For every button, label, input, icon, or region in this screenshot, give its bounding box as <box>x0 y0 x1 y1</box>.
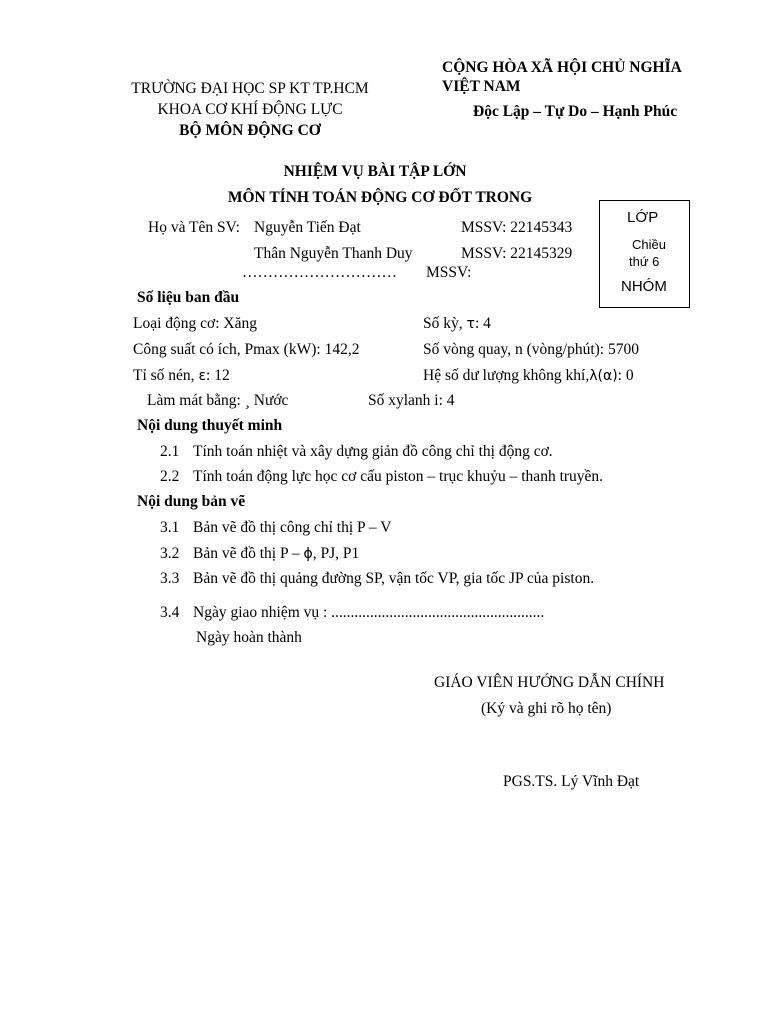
supervisor-name: PGS.TS. Lý Vĩnh Đạt <box>503 773 640 790</box>
item-text: Tính toán nhiệt và xây dựng giản đồ công chỉ thị động cơ. <box>193 443 553 460</box>
department-name: BỘ MÔN ĐỘNG CƠ <box>179 122 321 139</box>
item-text: Tính toán động lực học cơ cấu piston – trục khuỷu – thanh truyền. <box>193 468 604 485</box>
excess-air-label: Hệ số dư lượng không khí, <box>423 367 590 384</box>
class-label: LỚP <box>627 209 659 226</box>
cooling-method: Làm mát bằng: ¸ Nước <box>147 392 289 409</box>
assignment-date: Ngày giao nhiệm vụ : ....................................................... <box>193 604 545 621</box>
epsilon-symbol: ε <box>198 368 207 384</box>
class-session-line2: thứ 6 <box>629 254 660 269</box>
compression-value: : 12 <box>206 367 230 384</box>
excess-air-coefficient <box>423 367 634 385</box>
initial-data-heading: Số liệu ban đầu <box>137 289 240 306</box>
drawings-heading: Nội dung bản vẽ <box>137 493 246 510</box>
item-text: Bản vẽ đồ thị quảng đường SP, vận tốc VP, gia tốc JP của piston. <box>193 570 595 587</box>
student-name-3-blank: ………………………… <box>242 264 397 281</box>
effective-power: Công suất có ích, Pmax (kW): 142,2 <box>133 341 360 358</box>
strokes-label: Số kỳ, <box>423 315 467 332</box>
course-title: MÔN TÍNH TOÁN ĐỘNG CƠ ĐỐT TRONG <box>227 189 533 206</box>
cylinder-count: Số xylanh i: 4 <box>368 392 455 409</box>
student-id-3: MSSV: <box>426 264 472 281</box>
faculty-name: KHOA CƠ KHÍ ĐỘNG LỰC <box>157 101 343 118</box>
motto: Độc Lập – Tự Do – Hạnh Phúc <box>473 103 678 120</box>
item-text: Bản vẽ đồ thị công chỉ thị P – V <box>193 519 392 536</box>
class-session-line1: Chiều <box>632 237 666 252</box>
tau-symbol: τ <box>466 316 475 332</box>
engine-speed: Số vòng quay, n (vòng/phút): 5700 <box>423 341 639 358</box>
item-text-after: , PJ, P1 <box>312 545 360 562</box>
student-name-label: Họ và Tên SV: <box>148 219 240 236</box>
compression-ratio <box>133 367 230 385</box>
engine-type: Loại động cơ: Xăng <box>133 315 257 332</box>
university-name: TRƯỜNG ĐẠI HỌC SP KT TP.HCM <box>131 80 369 97</box>
item-number: 3.2 <box>160 545 180 562</box>
supervisor-title: GIÁO VIÊN HƯỚNG DẪN CHÍNH <box>434 674 665 691</box>
assignment-title: NHIỆM VỤ BÀI TẬP LỚN <box>283 163 467 180</box>
group-label: NHÓM <box>621 278 667 295</box>
country-name-line1: CỘNG HÒA XÃ HỘI CHỦ NGHĨA <box>442 59 682 76</box>
item-number: 3.4 <box>160 604 180 621</box>
student-name-1: Nguyễn Tiến Đạt <box>254 219 361 236</box>
item-number: 3.1 <box>160 519 180 536</box>
item-number: 2.1 <box>160 443 180 460</box>
excess-air-value: : 0 <box>617 367 634 384</box>
item-number: 2.2 <box>160 468 180 485</box>
completion-date: Ngày hoàn thành <box>196 629 302 646</box>
compression-label: Tỉ số nén, <box>133 367 199 384</box>
strokes-value: : 4 <box>474 315 491 332</box>
phi-symbol: ϕ <box>303 546 313 562</box>
item-text <box>193 545 359 563</box>
item-number: 3.3 <box>160 570 180 587</box>
student-name-2: Thân Nguyễn Thanh Duy <box>254 245 413 262</box>
item-text-before: Bản vẽ đồ thị P – <box>193 545 304 562</box>
explanation-heading: Nội dung thuyết minh <box>137 417 283 434</box>
student-id-1: MSSV: 22145343 <box>461 219 573 236</box>
lambda-alpha-symbol: λ(α) <box>589 368 618 384</box>
signature-note: (Ký và ghi rõ họ tên) <box>481 700 612 717</box>
country-name-line2: VIỆT NAM <box>442 78 521 95</box>
strokes <box>423 315 491 333</box>
student-id-2: MSSV: 22145329 <box>461 245 573 262</box>
class-info-box <box>599 200 690 308</box>
